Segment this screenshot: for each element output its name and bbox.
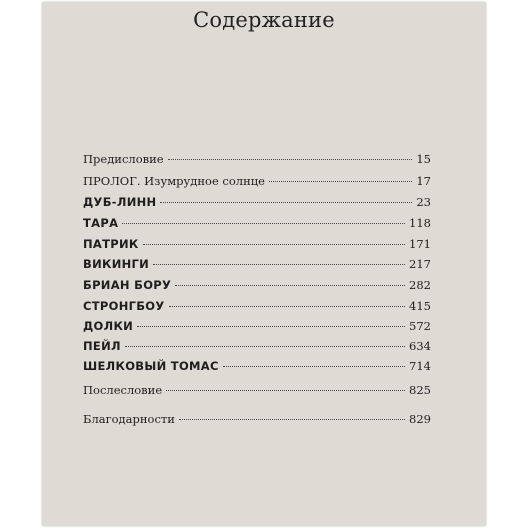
dot-leader <box>143 244 405 245</box>
toc-entry-label: Предисловие <box>83 152 164 166</box>
dot-leader <box>160 202 412 203</box>
toc-entry-page: 15 <box>416 152 431 166</box>
toc-entry-page: 217 <box>409 257 431 271</box>
toc-entry-page: 23 <box>416 195 431 209</box>
toc-entry <box>83 174 431 190</box>
toc-entry-page: 572 <box>409 319 431 333</box>
dot-leader <box>269 181 412 182</box>
toc-entry-label: БРИАН БОРУ <box>83 278 172 292</box>
toc-entry <box>83 412 431 428</box>
toc-entry-label: ПЕЙЛ <box>83 339 121 353</box>
toc-entry-label: СТРОНГБОУ <box>83 299 165 313</box>
dot-leader <box>122 223 405 224</box>
toc-entry <box>83 278 431 294</box>
toc-entry <box>83 216 431 232</box>
dot-leader <box>125 346 405 347</box>
toc-entry-page: 17 <box>416 174 431 188</box>
toc-entry-page: 415 <box>409 299 431 313</box>
page-title: Содержание <box>193 8 335 32</box>
toc-entry-page: 118 <box>409 216 431 230</box>
toc-entry-page: 634 <box>409 339 431 353</box>
toc-entry-label: Благодарности <box>83 412 175 426</box>
toc-entry-label: ШЕЛКОВЫЙ ТОМАС <box>83 359 219 373</box>
toc-entry-page: 829 <box>409 412 431 426</box>
dot-leader <box>223 366 405 367</box>
toc-entry-label: ПАТРИК <box>83 237 139 251</box>
toc-entry-page: 825 <box>409 383 431 397</box>
toc-entry <box>83 195 431 211</box>
toc-entry-page: 714 <box>409 359 431 373</box>
dot-leader <box>168 159 413 160</box>
toc-entry-page: 171 <box>409 237 431 251</box>
toc-entry <box>83 339 431 355</box>
toc-entry-label: ТАРА <box>83 216 119 230</box>
toc-entry <box>83 383 431 399</box>
toc-entry <box>83 152 431 168</box>
toc-entry-label: ДОЛКИ <box>83 319 134 333</box>
toc-entry-label: ПРОЛОГ. Изумрудное солнце <box>83 174 265 188</box>
dot-leader <box>169 306 405 307</box>
toc-entry <box>83 319 431 335</box>
toc-entry-label: ДУБ-ЛИНН <box>83 195 157 209</box>
toc-entry <box>83 257 431 273</box>
toc-entry-label: Послесловие <box>83 383 163 397</box>
dot-leader <box>175 285 405 286</box>
dot-leader <box>179 419 405 420</box>
dot-leader <box>166 390 405 391</box>
toc-entry <box>83 359 431 375</box>
dot-leader <box>153 264 405 265</box>
toc-entry-page: 282 <box>409 278 431 292</box>
dot-leader <box>137 326 405 327</box>
toc-entry <box>83 237 431 253</box>
toc-entry-label: ВИКИНГИ <box>83 257 150 271</box>
toc-entry <box>83 299 431 315</box>
